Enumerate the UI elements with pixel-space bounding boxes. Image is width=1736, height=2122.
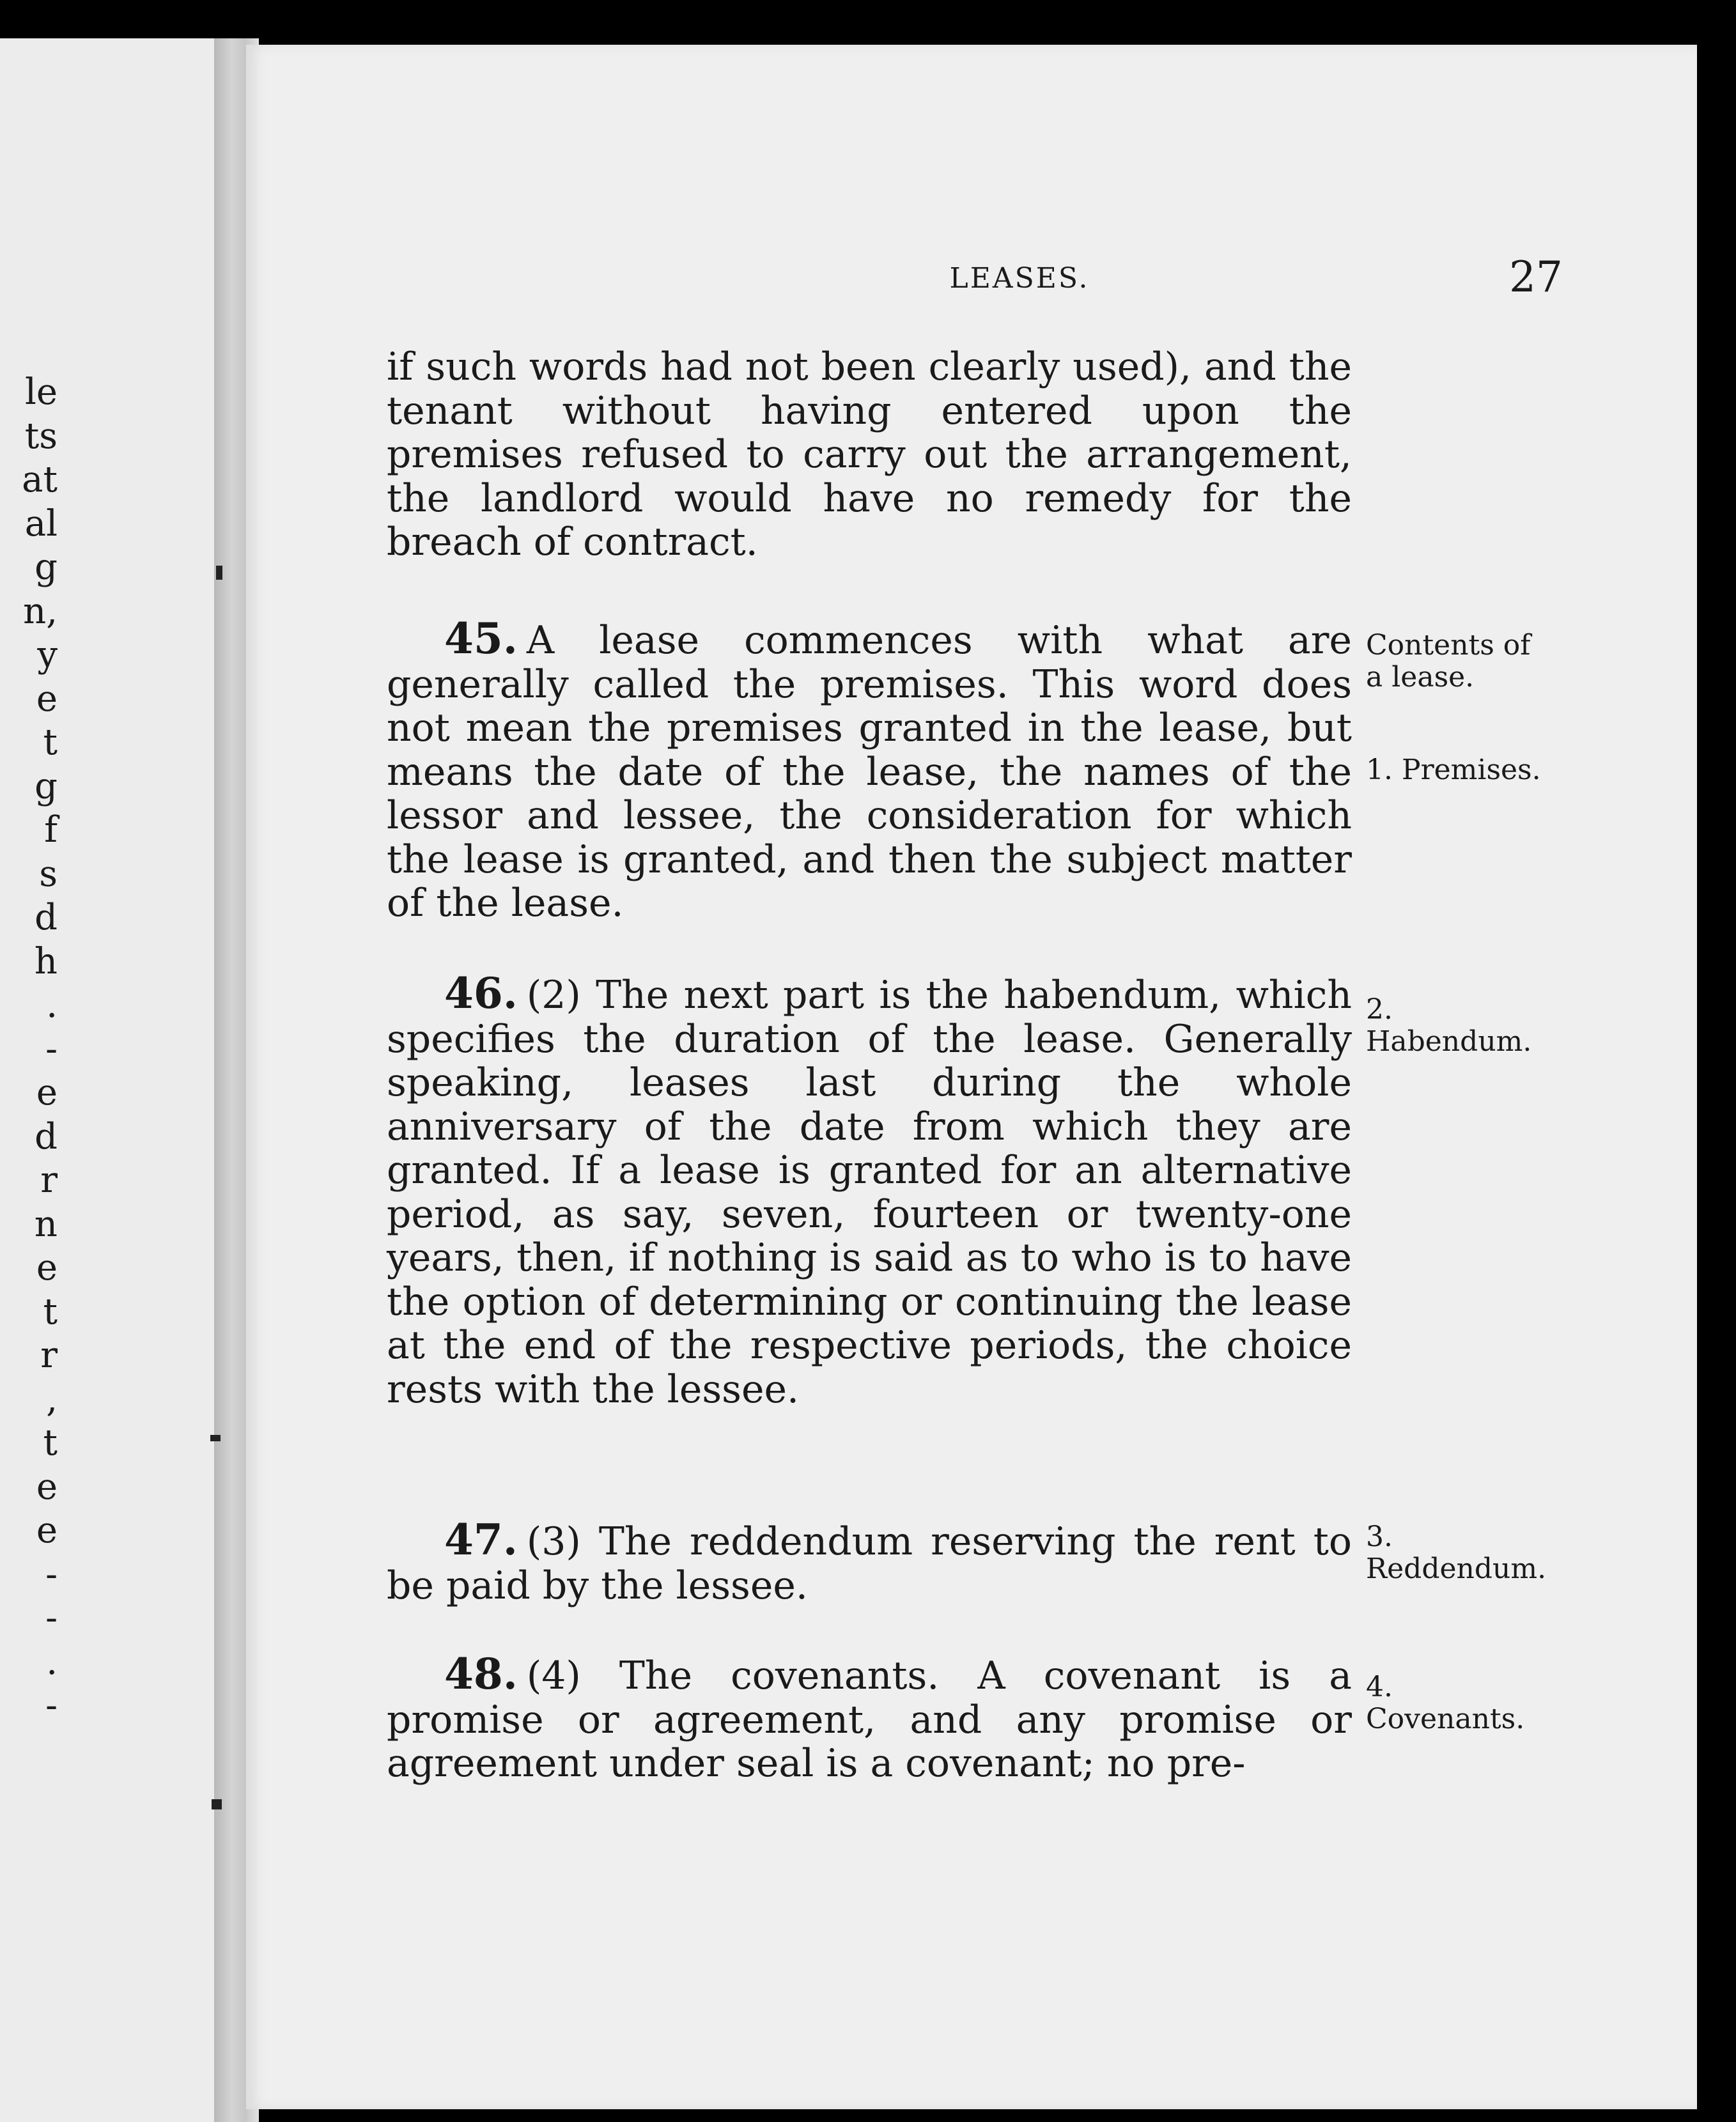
paragraph-text: A lease commences with what are generally called the premises. This word does not mean the premises granted in the lease, but means the date of the lease, the names of the lessor and lessee, the consideration for which the lease is granted, and then the subject matter of the lease. xyxy=(387,618,1352,925)
paragraph-number: 46. xyxy=(444,968,518,1018)
line-fragment: e xyxy=(36,1072,58,1113)
paragraph-text: (2) The next part is the habendum, which specifies the duration of the lease. Generally speaking, leases last during the whole anniversary of the date from which they are granted. If a lease is granted for an alternative period, as say, seven, fourteen or twenty-one years, then, if nothing is said as to who is to have the option of determining or continuing the lease at the end of the respective periods, the choice rests with the lessee. xyxy=(387,973,1352,1412)
line-fragment: r xyxy=(40,1159,58,1201)
line-fragment: n, xyxy=(23,590,58,632)
line-fragment: t xyxy=(43,722,58,763)
line-fragment: le xyxy=(24,371,58,413)
line-fragment: e xyxy=(36,1510,58,1551)
line-fragment: y xyxy=(37,634,58,676)
line-fragment: . xyxy=(46,1641,58,1683)
book-page xyxy=(246,45,1697,2109)
paragraph-47 xyxy=(387,1515,1352,1608)
line-fragment: t xyxy=(43,1422,58,1464)
previous-page-fragments xyxy=(0,371,58,1728)
binding-mark xyxy=(212,1799,222,1809)
line-fragment: - xyxy=(45,1597,58,1639)
paragraph-text: if such words had not been clearly used), and the tenant without having entered upon the premises refused to carry out the arrangement, the landlord would have no remedy for the breach of contract. xyxy=(387,345,1352,564)
line-fragment: f xyxy=(44,809,58,851)
line-fragment: n xyxy=(34,1203,58,1245)
line-fragment: g xyxy=(35,546,58,588)
margin-note-habendum: 2. Habendum. xyxy=(1366,993,1532,1058)
margin-note-contents: Contents of a lease. xyxy=(1366,629,1531,693)
line-fragment: - xyxy=(45,1553,58,1595)
paragraph-text: (4) The covenants. A covenant is a promise or agreement, and any promise or agreement under seal is a covenant; no pre- xyxy=(387,1653,1352,1786)
margin-note-covenants: 4. Covenants. xyxy=(1366,1671,1525,1735)
intro-paragraph xyxy=(387,345,1352,564)
previous-page xyxy=(0,38,214,2122)
paragraph-text: (3) The reddendum reserving the rent to be paid by the lessee. xyxy=(387,1519,1352,1608)
line-fragment: , xyxy=(46,1378,58,1420)
line-fragment: e xyxy=(36,1247,58,1289)
line-fragment: s xyxy=(39,853,58,895)
running-title: LEASES. xyxy=(949,262,1090,295)
line-fragment: e xyxy=(36,678,58,720)
binding-mark xyxy=(210,1435,221,1441)
paragraph-46 xyxy=(387,968,1352,1412)
line-fragment: - xyxy=(45,1028,58,1070)
line-fragment: ts xyxy=(24,415,58,457)
line-fragment: . xyxy=(46,984,58,1026)
margin-note-premises: 1. Premises. xyxy=(1366,754,1541,786)
line-fragment: g xyxy=(35,765,58,807)
margin-note-reddendum: 3. Reddendum. xyxy=(1366,1521,1547,1585)
paragraph-number: 45. xyxy=(444,614,518,663)
line-fragment: t xyxy=(43,1290,58,1333)
paragraph-number: 48. xyxy=(444,1649,518,1699)
line-fragment: d xyxy=(35,897,58,938)
line-fragment: e xyxy=(36,1466,58,1508)
line-fragment: al xyxy=(24,502,58,545)
line-fragment: h xyxy=(34,940,58,982)
paragraph-45 xyxy=(387,614,1352,925)
line-fragment: - xyxy=(45,1685,58,1726)
line-fragment: at xyxy=(22,459,58,500)
line-fragment: d xyxy=(35,1115,58,1158)
page-number: 27 xyxy=(1509,252,1563,302)
paragraph-48 xyxy=(387,1649,1352,1786)
paragraph-number: 47. xyxy=(444,1515,518,1565)
binding-mark xyxy=(216,566,222,580)
line-fragment: r xyxy=(40,1335,58,1376)
